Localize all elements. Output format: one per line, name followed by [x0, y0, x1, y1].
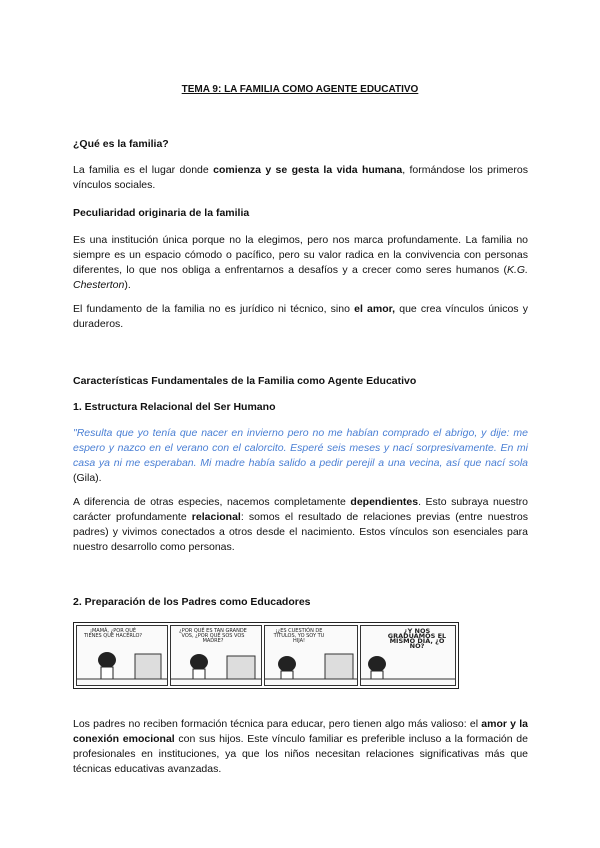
quote-author: (Gila).: [73, 472, 102, 484]
heading-peculiaridad: Peculiaridad originaria de la familia: [73, 207, 250, 219]
speech-bubble: ¿Y NOS GRADUAMOS EL MISMO DÍA, ¿O NO?: [387, 627, 447, 650]
text-span: . Esto subraya nuestro carácter profundamente: [73, 496, 528, 523]
text-span: : somos el resultado de relaciones previas (entre nuestros padres) y vivimos conectados a otros desde el nacimiento. Estos vínculos son esenciales para nuestro desarrollo como personas.: [73, 511, 529, 553]
text-span: A diferencia de otras especies, nacemos completamente: [73, 496, 351, 508]
quote-text: "Resulta que yo tenía que nacer en invierno pero no me habían comprado el abrigo, y dije: me espero y nazco en el verano con el calorcito. Esperé seis meses y nací sorpresivamente. En mi casa ya ni me esperaban. Mi madre había salido a pedir perejil a una vecina, así que nací sola: [73, 427, 528, 469]
speech-bubble: ¡¿ES CUESTIÓN DE TÍTULOS, YO SOY TU HIJA!: [273, 628, 325, 644]
paragraph-dependientes: [73, 495, 528, 555]
bold-text: el amor,: [354, 303, 396, 315]
text-span: Es una institución única porque no la elegimos, pero nos marca profundamente. La familia no siempre es un espacio cómodo o pacífico, pero su valor radica en la convivencia con personas diferentes, lo que nos obliga a enfrentarnos a desafíos y a crecer como seres humanos (: [73, 234, 528, 276]
subheading-preparacion-padres: 2. Preparación de los Padres como Educadores: [73, 596, 311, 608]
paragraph-padres-educadores: [73, 717, 528, 777]
heading-caracteristicas: Características Fundamentales de la Familia como Agente Educativo: [73, 375, 417, 387]
speech-bubble: ¿POR QUÉ ES TAN GRANDE VOS, ¿POR QUÉ SOS VOS MADRE?: [179, 628, 247, 644]
quote-gila: [73, 426, 528, 486]
paragraph-fundamento-amor: [73, 302, 528, 332]
text-span: con sus hijos. Este vínculo familiar es preferible incluso a la formación de profesionales en instituciones, ya que los niños necesitan relaciones significativas más que técnicas educativas avanzadas.: [73, 733, 528, 775]
bold-text: amor y la conexión emocional: [73, 718, 528, 745]
text-span: ).: [124, 279, 131, 291]
bold-text: dependientes: [350, 496, 419, 508]
comic-panel-2: [170, 625, 262, 686]
comic-panel-1: [76, 625, 168, 686]
paragraph-familia-definicion: [73, 163, 528, 193]
speech-bubble: ¡MAMÁ, ¿POR QUÉ TIENES QUE HACERLO?: [83, 628, 143, 639]
bold-text: comienza y se gesta la vida humana: [213, 164, 403, 176]
paragraph-institucion-unica: [73, 233, 528, 293]
text-span: La familia es el lugar donde: [73, 164, 214, 176]
bold-text: relacional: [191, 511, 241, 523]
subheading-estructura-relacional: 1. Estructura Relacional del Ser Humano: [73, 401, 276, 413]
comic-strip-image: [73, 622, 459, 689]
comic-panel-3: [264, 625, 358, 686]
text-span: , formándose los primeros vínculos sociales.: [73, 164, 528, 191]
text-span: El fundamento de la familia no es jurídico ni técnico, sino: [73, 303, 355, 315]
heading-que-es-familia: ¿Qué es la familia?: [73, 138, 169, 150]
italic-citation: K.G. Chesterton: [73, 264, 528, 291]
text-span: que crea vínculos únicos y duraderos.: [73, 303, 528, 330]
comic-panel-4: [360, 625, 456, 686]
page-title: TEMA 9: LA FAMILIA COMO AGENTE EDUCATIVO: [181, 84, 419, 95]
text-span: Los padres no reciben formación técnica para educar, pero tienen algo más valioso: el: [73, 718, 482, 730]
